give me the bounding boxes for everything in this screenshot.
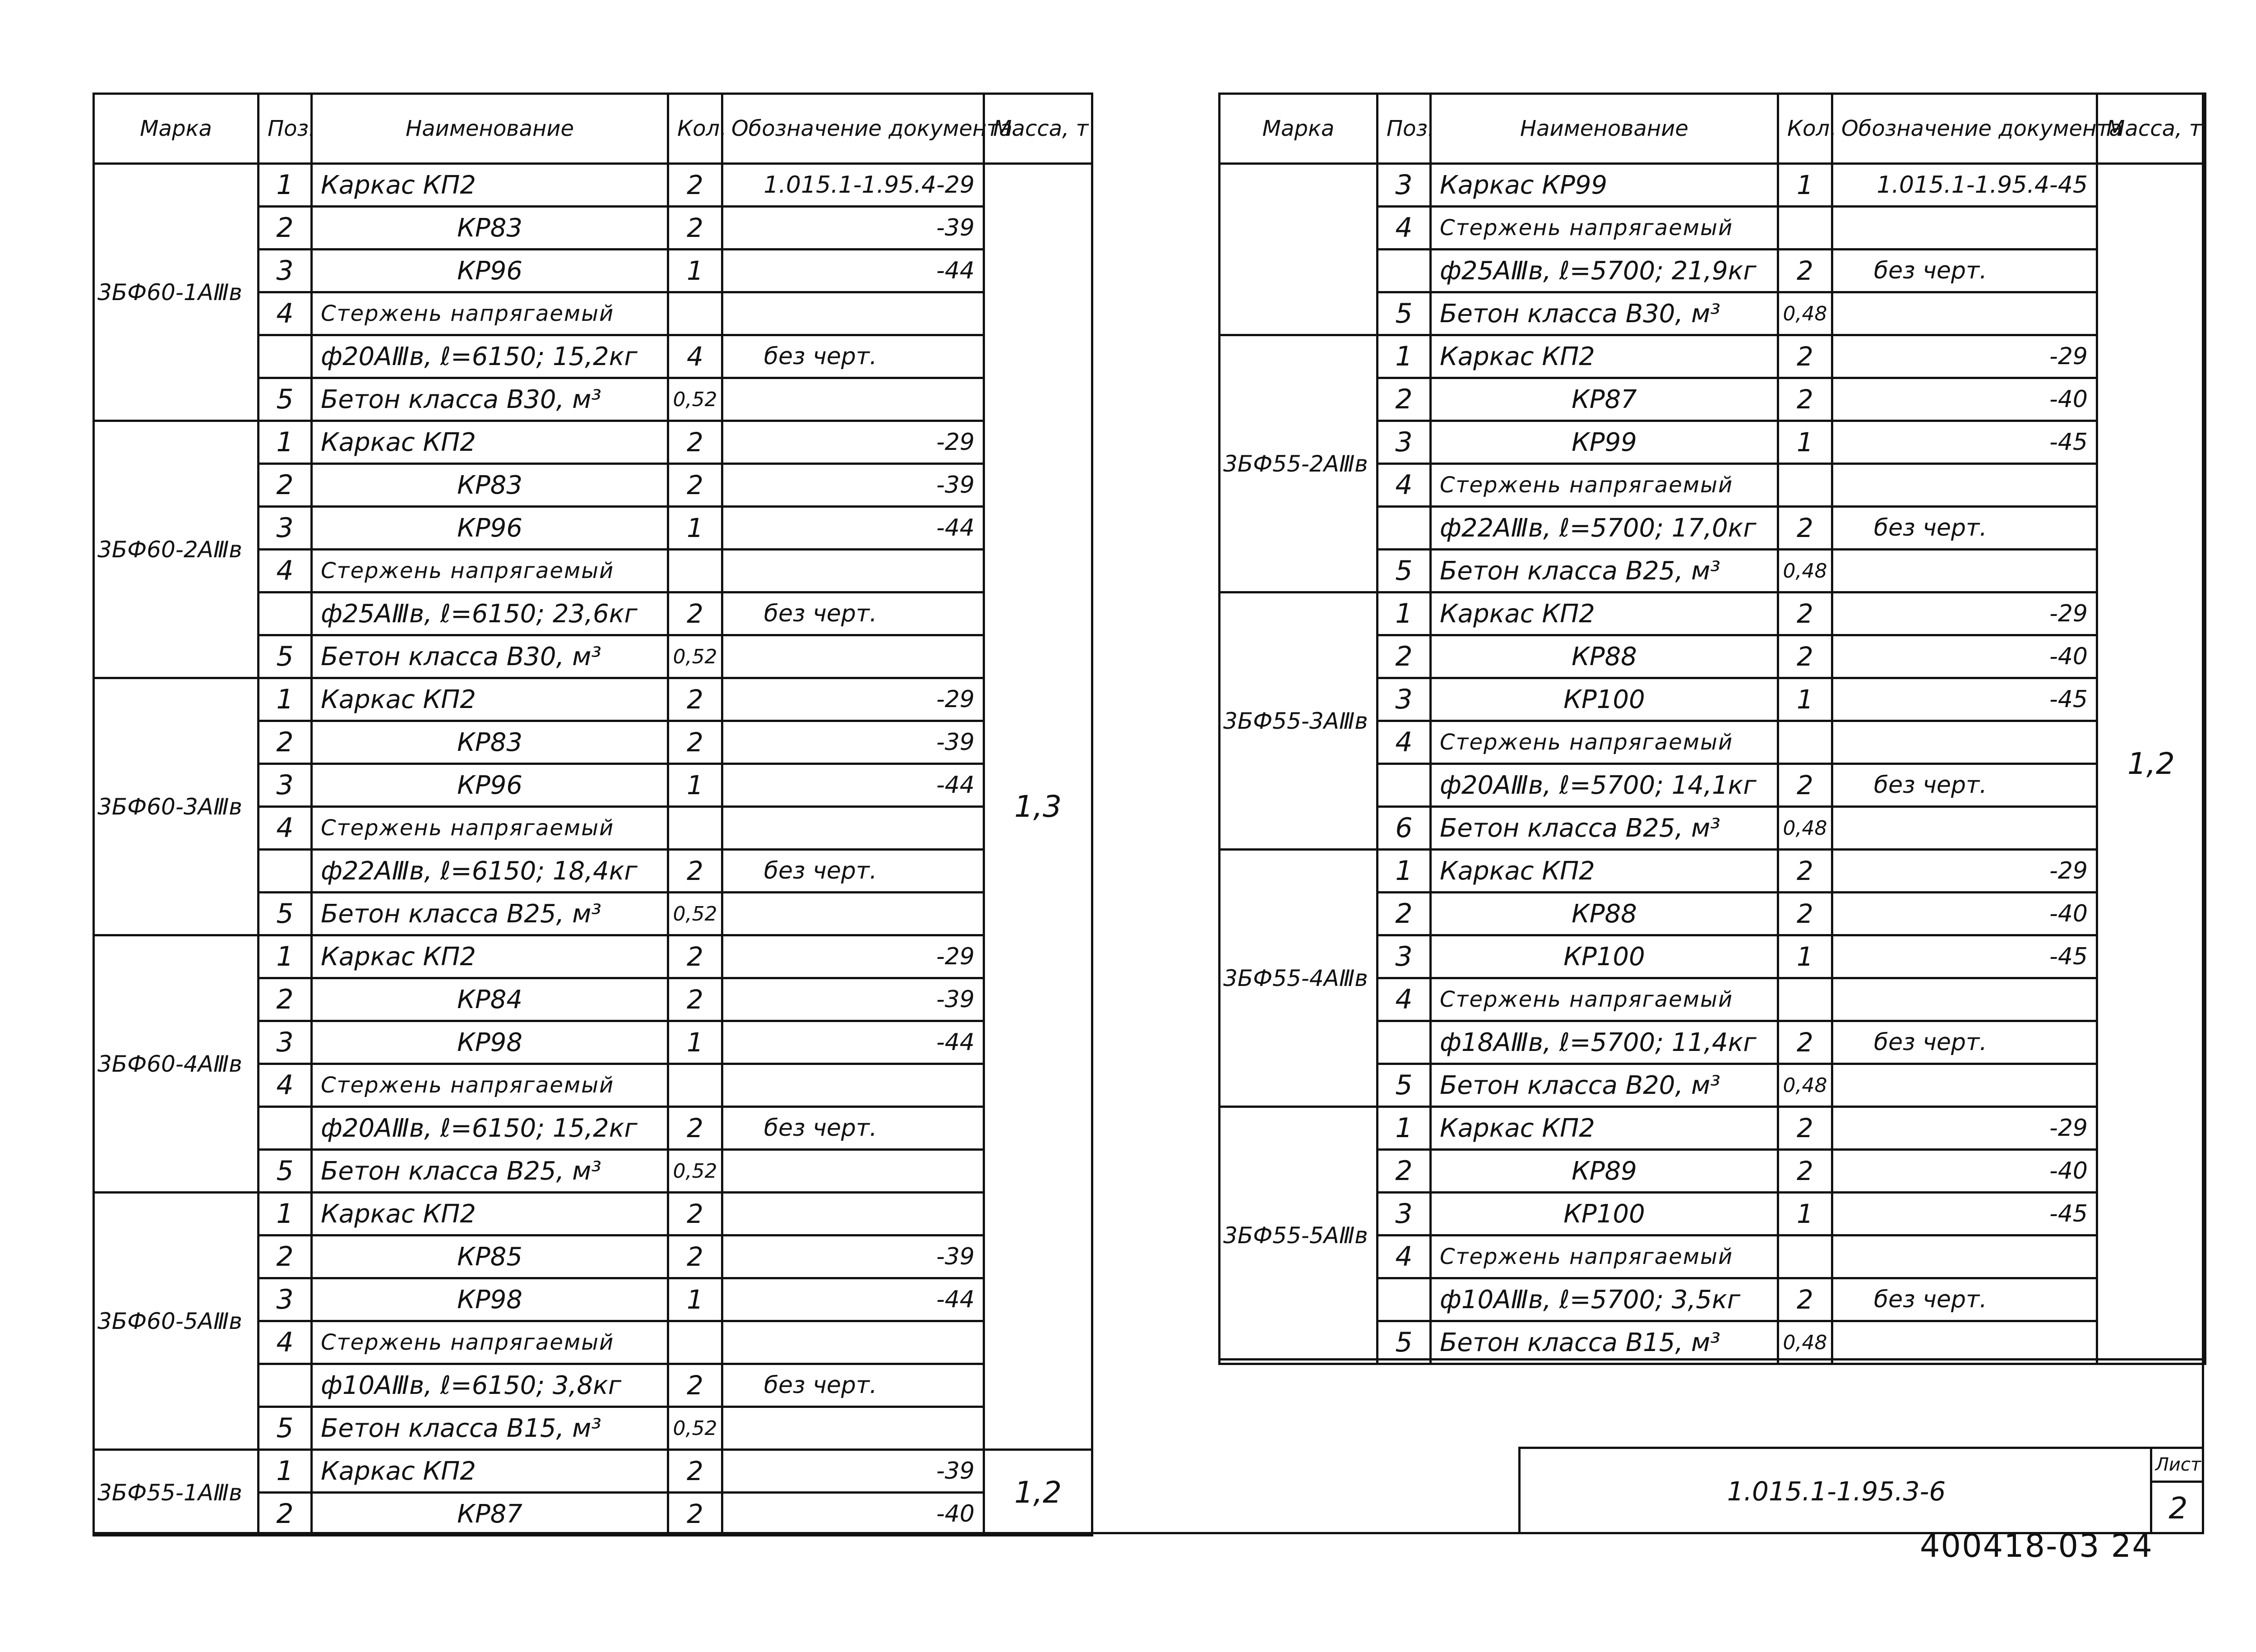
quantity-cell: 2 [668,935,722,978]
document-cell: -44 [722,1278,984,1321]
quantity-cell: 1 [1778,421,1832,464]
header-qty: Кол. [668,94,722,164]
position-cell: 4 [259,1321,312,1364]
name-cell: Каркас КП2 [312,1450,668,1493]
quantity-cell: 1 [668,1278,722,1321]
position-cell [259,1107,312,1150]
name-cell: Стержень напрягаемый [1431,721,1778,764]
document-cell: -39 [722,1236,984,1278]
document-cell: -29 [1832,1107,2097,1150]
quantity-cell: 0,48 [1778,1064,1832,1107]
spec-row [1220,592,2205,635]
position-cell [259,850,312,893]
name-cell: ф20АⅢв, ℓ=6150; 15,2кг [312,1107,668,1150]
name-cell: КР99 [1431,421,1778,464]
quantity-cell: 0,48 [1778,1321,1832,1364]
document-cell [1832,550,2097,592]
mass-cell: 1,2 [984,1450,1092,1536]
document-cell: -39 [722,464,984,507]
document-cell [1832,1236,2097,1278]
quantity-cell: 2 [668,1364,722,1407]
position-cell: 4 [259,807,312,850]
document-cell [722,1407,984,1450]
quantity-cell [1778,1236,1832,1278]
quantity-cell [1778,978,1832,1021]
document-cell [1832,207,2097,250]
quantity-cell: 0,52 [668,635,722,678]
name-cell: ф22АⅢв, ℓ=5700; 17,0кг [1431,507,1778,550]
spec-row [1220,335,2205,378]
spec-row [94,1193,1092,1236]
document-cell: -40 [722,1493,984,1536]
quantity-cell: 2 [1778,1150,1832,1193]
quantity-cell: 1 [668,250,722,292]
name-cell: Каркас КП2 [312,164,668,207]
document-cell: без черт. [1832,507,2097,550]
right-frame-line [2202,93,2204,1534]
position-cell: 5 [259,1407,312,1450]
document-cell [722,1193,984,1236]
mark-cell [1220,164,1378,335]
document-cell [722,292,984,335]
position-cell: 2 [259,1493,312,1536]
name-cell: Каркас КП2 [1431,1107,1778,1150]
position-cell: 1 [1378,335,1431,378]
quantity-cell: 2 [668,1236,722,1278]
position-cell: 1 [1378,592,1431,635]
name-cell: КР88 [1431,635,1778,678]
quantity-cell: 0,52 [668,378,722,421]
position-cell: 4 [1378,1236,1431,1278]
name-cell: ф22АⅢв, ℓ=6150; 18,4кг [312,850,668,893]
position-cell: 1 [259,678,312,721]
document-cell: без черт. [722,592,984,635]
name-cell: КР87 [312,1493,668,1536]
position-cell: 4 [259,292,312,335]
document-cell [1832,464,2097,507]
quantity-cell: 0,48 [1778,807,1832,850]
position-cell: 4 [1378,721,1431,764]
position-cell [259,335,312,378]
name-cell: КР100 [1431,935,1778,978]
quantity-cell: 0,52 [668,1150,722,1193]
archive-number: 400418-03 24 [1920,1527,2153,1564]
document-cell: без черт. [722,1364,984,1407]
position-cell: 1 [259,164,312,207]
document-cell [1832,721,2097,764]
position-cell: 2 [259,207,312,250]
quantity-cell: 1 [668,1021,722,1064]
document-cell: 1.015.1-1.95.4-29 [722,164,984,207]
name-cell: Бетон класса В25, м³ [312,1150,668,1193]
document-cell: -45 [1832,1193,2097,1236]
quantity-cell: 2 [668,1450,722,1493]
quantity-cell: 2 [1778,507,1832,550]
quantity-cell: 2 [668,721,722,764]
mark-cell: 3БФ60-5АⅢв [94,1193,259,1450]
quantity-cell [668,550,722,592]
position-cell: 5 [259,893,312,935]
quantity-cell: 2 [1778,764,1832,807]
mark-cell: 3БФ60-2АⅢв [94,421,259,678]
name-cell: КР89 [1431,1150,1778,1193]
position-cell: 2 [1378,893,1431,935]
document-cell [722,1064,984,1107]
spec-row [94,935,1092,978]
name-cell: Бетон класса В20, м³ [1431,1064,1778,1107]
name-cell: КР98 [312,1278,668,1321]
name-cell: КР85 [312,1236,668,1278]
position-cell: 1 [259,421,312,464]
sheet-label: Лист [2152,1449,2204,1483]
name-cell: КР100 [1431,678,1778,721]
quantity-cell: 2 [668,850,722,893]
position-cell: 1 [259,935,312,978]
name-cell: Каркас КР99 [1431,164,1778,207]
document-cell: -29 [1832,335,2097,378]
quantity-cell: 2 [668,978,722,1021]
quantity-cell [668,1064,722,1107]
quantity-cell: 1 [1778,678,1832,721]
mass-cell: 1,2 [2097,164,2205,1364]
document-cell: -45 [1832,935,2097,978]
header-pos: Поз. [1378,94,1431,164]
quantity-cell: 2 [668,421,722,464]
quantity-cell: 1 [1778,935,1832,978]
position-cell: 4 [259,550,312,592]
name-cell: ф10АⅢв, ℓ=6150; 3,8кг [312,1364,668,1407]
sheet-cell [2150,1449,2204,1534]
quantity-cell: 2 [1778,893,1832,935]
mark-cell: 3БФ55-3АⅢв [1220,592,1378,850]
name-cell: КР87 [1431,378,1778,421]
document-cell: без черт. [1832,1278,2097,1321]
document-cell: -39 [722,721,984,764]
document-cell: -39 [722,978,984,1021]
document-cell: без черт. [722,335,984,378]
name-cell: Бетон класса В25, м³ [312,893,668,935]
name-cell: ф10АⅢв, ℓ=5700; 3,5кг [1431,1278,1778,1321]
name-cell: Каркас КП2 [312,1193,668,1236]
document-cell: -40 [1832,893,2097,935]
name-cell: Бетон класса В30, м³ [1431,292,1778,335]
quantity-cell: 2 [1778,850,1832,893]
position-cell: 5 [259,635,312,678]
position-cell: 4 [1378,207,1431,250]
quantity-cell [668,1321,722,1364]
quantity-cell [668,807,722,850]
position-cell: 4 [1378,978,1431,1021]
position-cell [1378,764,1431,807]
document-cell: -45 [1832,678,2097,721]
quantity-cell [1778,721,1832,764]
document-cell: -44 [722,764,984,807]
name-cell: Бетон класса В25, м³ [1431,550,1778,592]
document-cell: -39 [722,207,984,250]
name-cell: КР96 [312,507,668,550]
position-cell: 4 [259,1064,312,1107]
quantity-cell: 4 [668,335,722,378]
document-cell [1832,1321,2097,1364]
document-cell: -44 [722,250,984,292]
document-cell [722,1150,984,1193]
spec-row [1220,164,2205,207]
quantity-cell: 0,48 [1778,292,1832,335]
position-cell: 2 [1378,635,1431,678]
left-header-row [94,94,1092,164]
document-cell [1832,292,2097,335]
quantity-cell: 1 [1778,1193,1832,1236]
document-cell: без черт. [1832,1021,2097,1064]
name-cell: ф25АⅢв, ℓ=6150; 23,6кг [312,592,668,635]
mark-cell: 3БФ55-4АⅢв [1220,850,1378,1107]
header-doc: Обозначение документа [722,94,984,164]
document-cell: -29 [1832,592,2097,635]
name-cell: Стержень напрягаемый [312,1064,668,1107]
spec-row [94,421,1092,464]
position-cell: 5 [1378,550,1431,592]
position-cell: 5 [259,1150,312,1193]
quantity-cell: 2 [668,1493,722,1536]
header-mark: Марка [94,94,259,164]
position-cell [1378,1278,1431,1321]
document-cell: без черт. [722,1107,984,1150]
position-cell [259,1364,312,1407]
position-cell: 1 [259,1193,312,1236]
right-table-bottom-line [1218,1358,2204,1360]
quantity-cell: 2 [1778,1021,1832,1064]
position-cell: 2 [259,978,312,1021]
position-cell: 3 [1378,678,1431,721]
name-cell: Бетон класса В30, м³ [312,378,668,421]
name-cell: Каркас КП2 [312,421,668,464]
document-cell [722,807,984,850]
mark-cell: 3БФ55-1АⅢв [94,1450,259,1536]
document-cell: -29 [722,935,984,978]
name-cell: ф18АⅢв, ℓ=5700; 11,4кг [1431,1021,1778,1064]
document-code: 1.015.1-1.95.3-6 [1727,1476,1946,1507]
position-cell: 3 [1378,1193,1431,1236]
position-cell: 2 [259,721,312,764]
name-cell: ф20АⅢв, ℓ=5700; 14,1кг [1431,764,1778,807]
mass-cell: 1,3 [984,164,1092,1450]
document-cell [722,635,984,678]
position-cell: 2 [259,464,312,507]
position-cell: 3 [259,250,312,292]
document-cell: -29 [1832,850,2097,893]
name-cell: Стержень напрягаемый [1431,978,1778,1021]
name-cell: КР100 [1431,1193,1778,1236]
spec-row [1220,1107,2205,1150]
header-qty: Кол. [1778,94,1832,164]
quantity-cell: 2 [1778,1278,1832,1321]
name-cell: Бетон класса В15, м³ [1431,1321,1778,1364]
quantity-cell: 1 [668,507,722,550]
header-name: Наименование [1431,94,1778,164]
right-table-body [1220,164,2205,1364]
name-cell: ф20АⅢв, ℓ=6150; 15,2кг [312,335,668,378]
document-cell: -40 [1832,378,2097,421]
quantity-cell: 1 [1778,164,1832,207]
position-cell: 6 [1378,807,1431,850]
quantity-cell: 2 [1778,250,1832,292]
position-cell: 1 [259,1450,312,1493]
quantity-cell: 2 [668,464,722,507]
quantity-cell: 0,48 [1778,550,1832,592]
document-cell [722,550,984,592]
header-mass: Масса, т [2097,94,2205,164]
document-cell [1832,978,2097,1021]
name-cell: Стержень напрягаемый [1431,1236,1778,1278]
name-cell: КР88 [1431,893,1778,935]
quantity-cell: 2 [668,678,722,721]
name-cell: Каркас КП2 [312,678,668,721]
document-cell: 1.015.1-1.95.4-45 [1832,164,2097,207]
header-pos: Поз. [259,94,312,164]
name-cell: Бетон класса В30, м³ [312,635,668,678]
position-cell [259,592,312,635]
name-cell: КР83 [312,464,668,507]
spec-row [94,678,1092,721]
document-cell: без черт. [1832,764,2097,807]
name-cell: Каркас КП2 [1431,592,1778,635]
mark-cell: 3БФ60-4АⅢв [94,935,259,1193]
spec-row [94,164,1092,207]
document-cell: без черт. [1832,250,2097,292]
position-cell: 2 [1378,1150,1431,1193]
position-cell: 3 [259,1278,312,1321]
position-cell: 3 [259,1021,312,1064]
position-cell: 2 [259,1236,312,1278]
document-cell [722,893,984,935]
document-cell: без черт. [722,850,984,893]
document-cell: -44 [722,1021,984,1064]
position-cell: 5 [1378,292,1431,335]
name-cell: КР96 [312,764,668,807]
header-doc: Обозначение документа [1832,94,2097,164]
document-cell: -40 [1832,1150,2097,1193]
spec-row [1220,850,2205,893]
position-cell: 4 [1378,464,1431,507]
position-cell: 5 [259,378,312,421]
quantity-cell [668,292,722,335]
quantity-cell: 2 [668,1107,722,1150]
header-name: Наименование [312,94,668,164]
quantity-cell: 2 [1778,592,1832,635]
position-cell [1378,1021,1431,1064]
name-cell: Стержень напрягаемый [312,550,668,592]
name-cell: Стержень напрягаемый [312,292,668,335]
quantity-cell: 2 [668,164,722,207]
title-block [1518,1447,2204,1534]
position-cell: 5 [1378,1064,1431,1107]
position-cell: 3 [1378,421,1431,464]
name-cell: Каркас КП2 [1431,335,1778,378]
document-cell [722,378,984,421]
position-cell: 1 [1378,1107,1431,1150]
document-cell: -39 [722,1450,984,1493]
quantity-cell: 2 [1778,635,1832,678]
right-header-row [1220,94,2205,164]
document-cell [1832,1064,2097,1107]
position-cell: 5 [1378,1321,1431,1364]
mark-cell: 3БФ60-1АⅢв [94,164,259,421]
name-cell: Стержень напрягаемый [1431,207,1778,250]
position-cell: 3 [1378,935,1431,978]
header-mass: Масса, т [984,94,1092,164]
name-cell: КР98 [312,1021,668,1064]
position-cell [1378,507,1431,550]
header-mark: Марка [1220,94,1378,164]
position-cell [1378,250,1431,292]
quantity-cell: 2 [668,1193,722,1236]
name-cell: Бетон класса В15, м³ [312,1407,668,1450]
position-cell: 2 [1378,378,1431,421]
quantity-cell: 2 [668,592,722,635]
mark-cell: 3БФ55-2АⅢв [1220,335,1378,592]
document-cell: -29 [722,421,984,464]
quantity-cell: 0,52 [668,893,722,935]
document-cell: -29 [722,678,984,721]
name-cell: КР84 [312,978,668,1021]
sheet-number: 2 [2168,1491,2188,1526]
position-cell: 3 [1378,164,1431,207]
quantity-cell: 2 [1778,1107,1832,1150]
name-cell: Каркас КП2 [1431,850,1778,893]
quantity-cell: 1 [668,764,722,807]
quantity-cell: 2 [1778,378,1832,421]
spec-row [94,1450,1092,1493]
name-cell: Каркас КП2 [312,935,668,978]
mark-cell: 3БФ60-3АⅢв [94,678,259,935]
name-cell: КР83 [312,721,668,764]
position-cell: 1 [1378,850,1431,893]
quantity-cell: 2 [668,207,722,250]
name-cell: Стержень напрягаемый [312,1321,668,1364]
document-cell [1832,807,2097,850]
position-cell: 3 [259,507,312,550]
name-cell: КР83 [312,207,668,250]
name-cell: ф25АⅢв, ℓ=5700; 21,9кг [1431,250,1778,292]
document-cell: -44 [722,507,984,550]
document-cell: -45 [1832,421,2097,464]
document-cell [722,1321,984,1364]
left-table-body [94,164,1092,1536]
left-spec-table [92,93,1093,1536]
document-cell: -40 [1832,635,2097,678]
quantity-cell [1778,207,1832,250]
name-cell: Стержень напрягаемый [1431,464,1778,507]
position-cell: 3 [259,764,312,807]
quantity-cell: 0,52 [668,1407,722,1450]
name-cell: КР96 [312,250,668,292]
name-cell: Стержень напрягаемый [312,807,668,850]
name-cell: Бетон класса В25, м³ [1431,807,1778,850]
right-spec-table [1218,93,2206,1365]
mark-cell: 3БФ55-5АⅢв [1220,1107,1378,1364]
quantity-cell [1778,464,1832,507]
quantity-cell: 2 [1778,335,1832,378]
